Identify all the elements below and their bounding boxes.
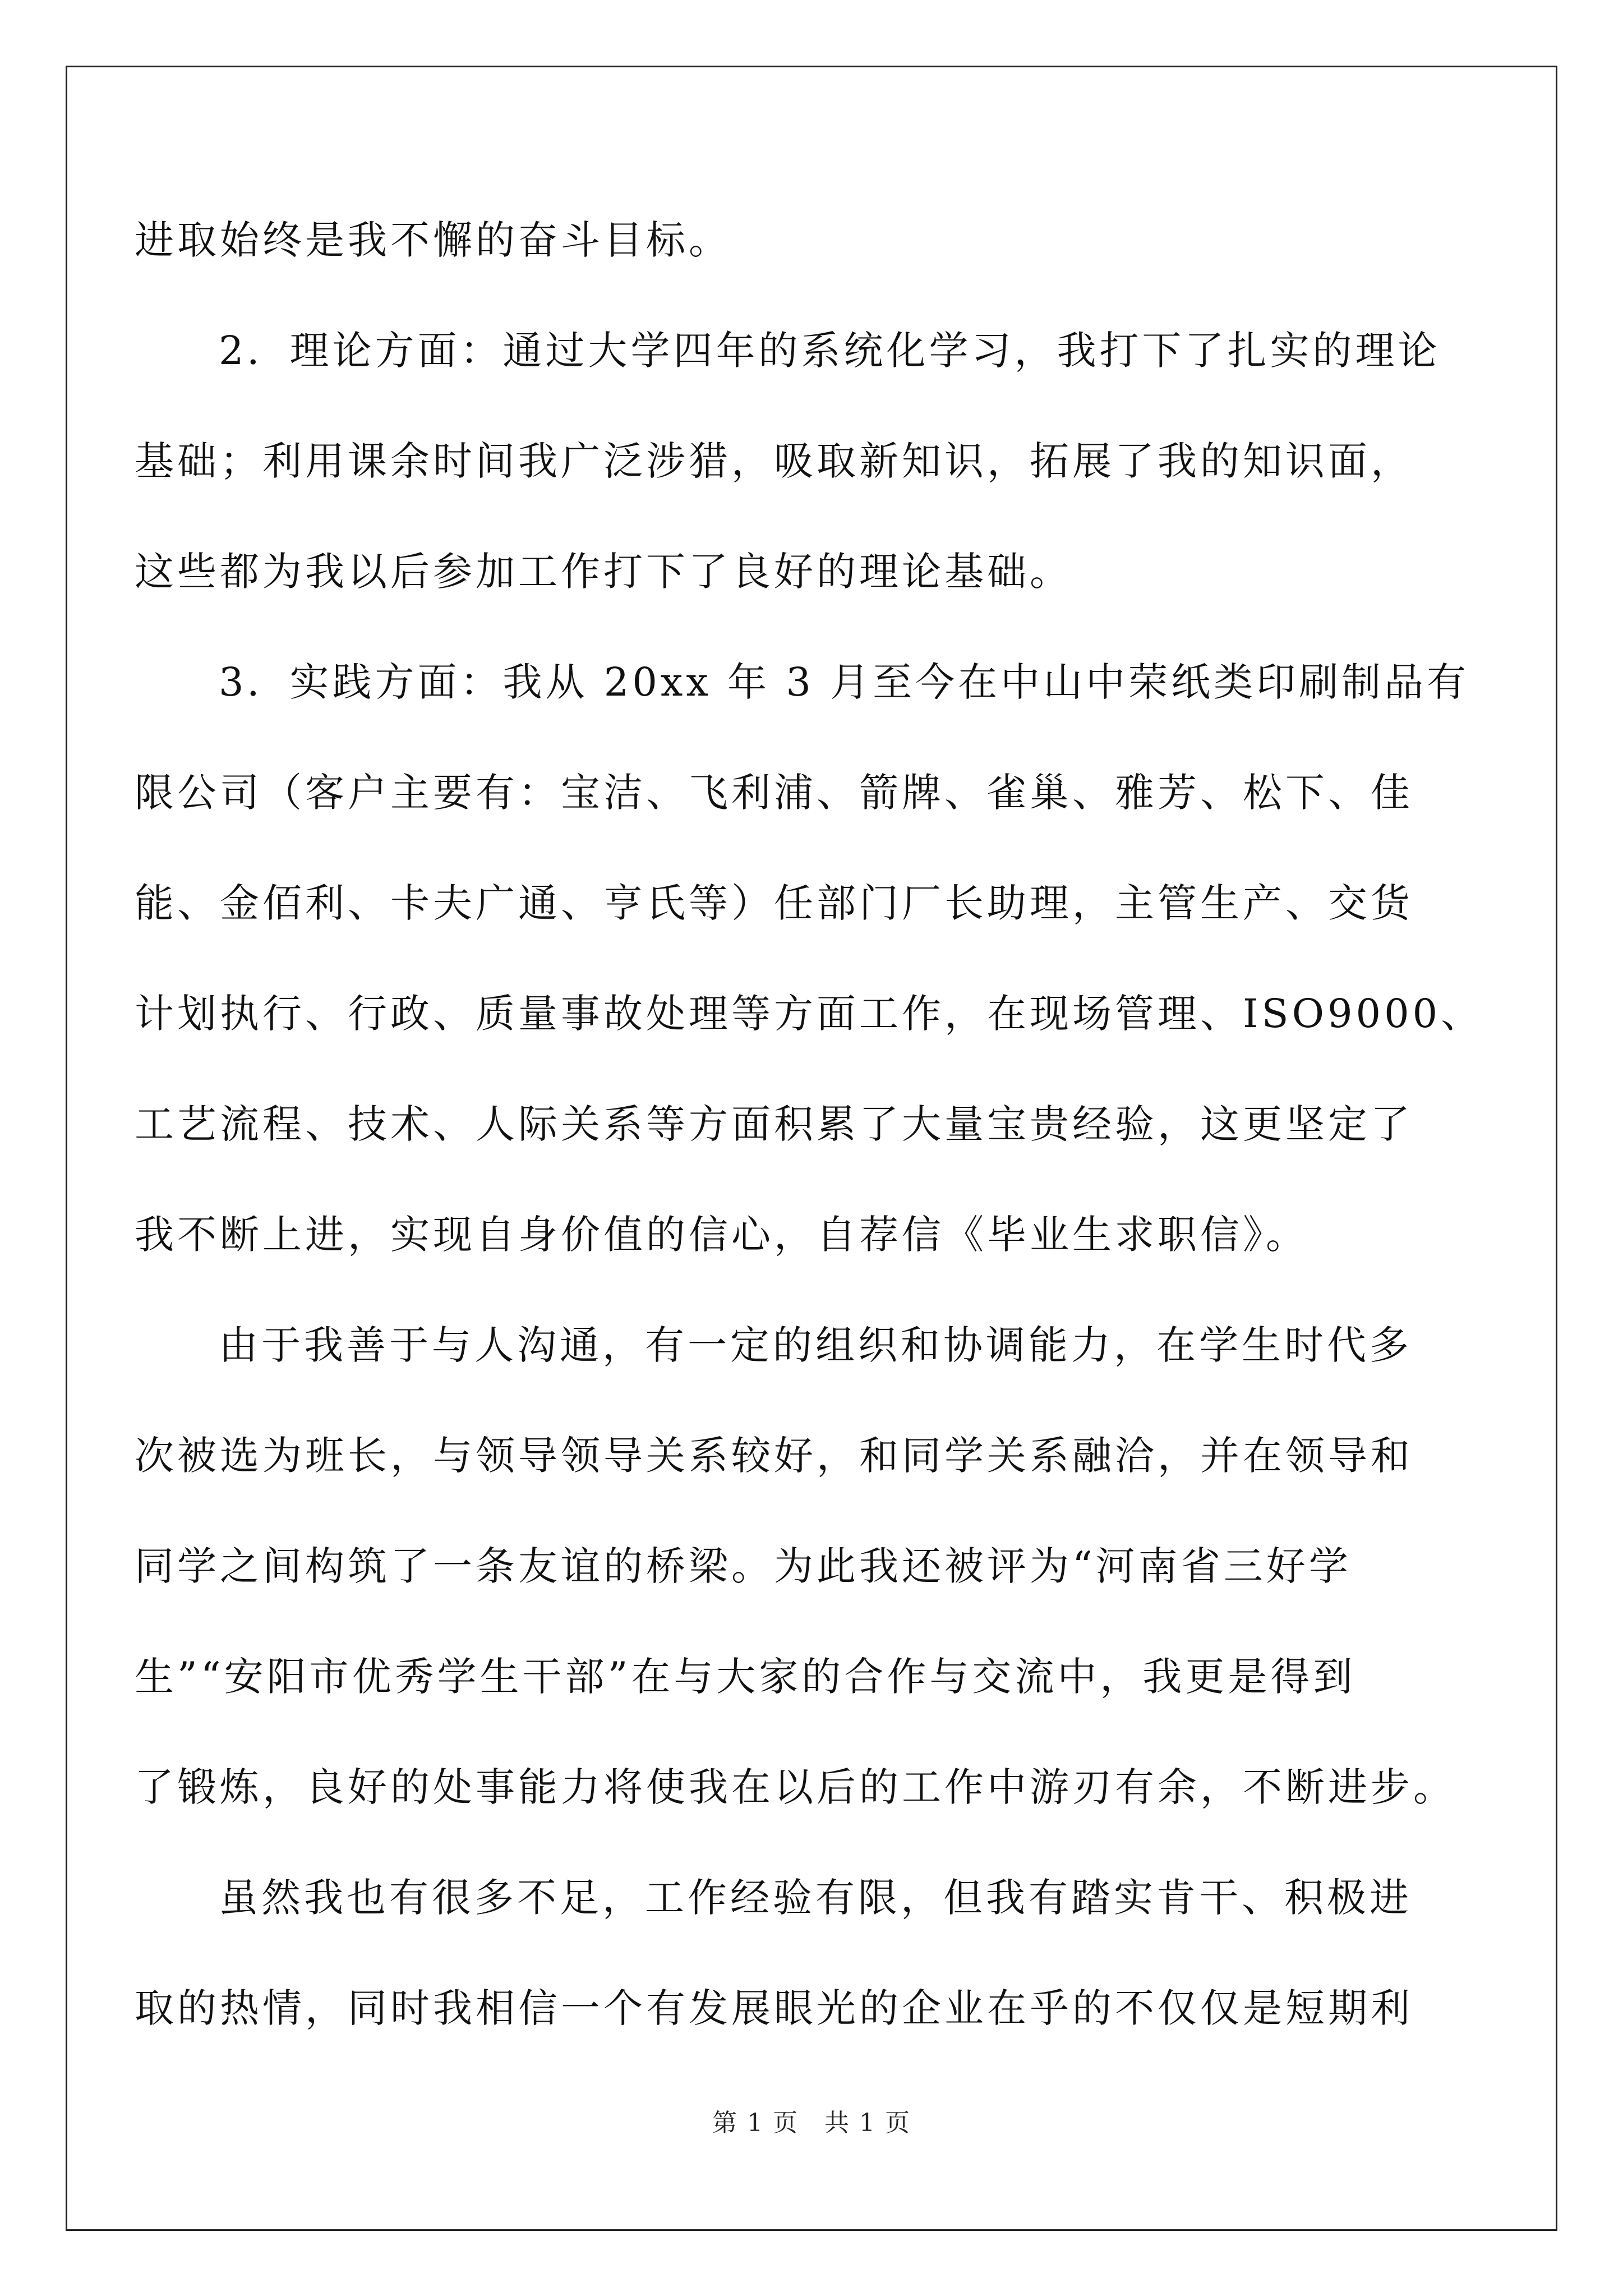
- text-line: 同学之间构筑了一条友谊的桥梁。为此我还被评为“河南省三好学: [135, 1543, 1352, 1589]
- text-line: 取的热情，同时我相信一个有发展眼光的企业在乎的不仅仅是短期利: [135, 1985, 1413, 2031]
- text-line: 计划执行、行政、质量事故处理等方面工作，在现场管理、ISO9000、: [135, 991, 1484, 1037]
- text-line: 2．理论方面：通过大学四年的系统化学习，我打下了扎实的理论: [219, 328, 1441, 374]
- text-line: 由于我善于与人沟通，有一定的组织和协调能力，在学生时代多: [219, 1322, 1412, 1368]
- text-line: 进取始终是我不懈的奋斗目标。: [135, 217, 731, 263]
- text-line: 能、金佰利、卡夫广通、亨氏等）任部门厂长助理，主管生产、交货: [135, 880, 1413, 926]
- text-line: 我不断上进，实现自身价值的信心，自荐信《毕业生求职信》。: [135, 1212, 1308, 1258]
- text-line: 3．实践方面：我从 20xx 年 3 月至今在中山中荣纸类印刷制品有: [219, 659, 1470, 705]
- text-line: 了锻炼，良好的处事能力将使我在以后的工作中游刃有余，不断进步。: [135, 1764, 1456, 1810]
- text-line: 生”“安阳市优秀学生干部”在与大家的合作与交流中，我更是得到: [135, 1654, 1356, 1700]
- text-line: 虽然我也有很多不足，工作经验有限，但我有踏实肯干、积极进: [219, 1875, 1412, 1921]
- text-line: 工艺流程、技术、人际关系等方面积累了大量宝贵经验，这更坚定了: [135, 1101, 1413, 1147]
- text-line: 限公司（客户主要有：宝洁、飞利浦、箭牌、雀巢、雅芳、松下、佳: [135, 770, 1413, 816]
- page-footer: 第 1 页 共 1 页: [712, 2109, 911, 2137]
- text-line: 次被选为班长，与领导领导关系较好，和同学关系融洽，并在领导和: [135, 1433, 1413, 1479]
- text-line: 这些都为我以后参加工作打下了良好的理论基础。: [135, 549, 1072, 595]
- text-line: 基础；利用课余时间我广泛涉猎，吸取新知识，拓展了我的知识面，: [135, 438, 1413, 484]
